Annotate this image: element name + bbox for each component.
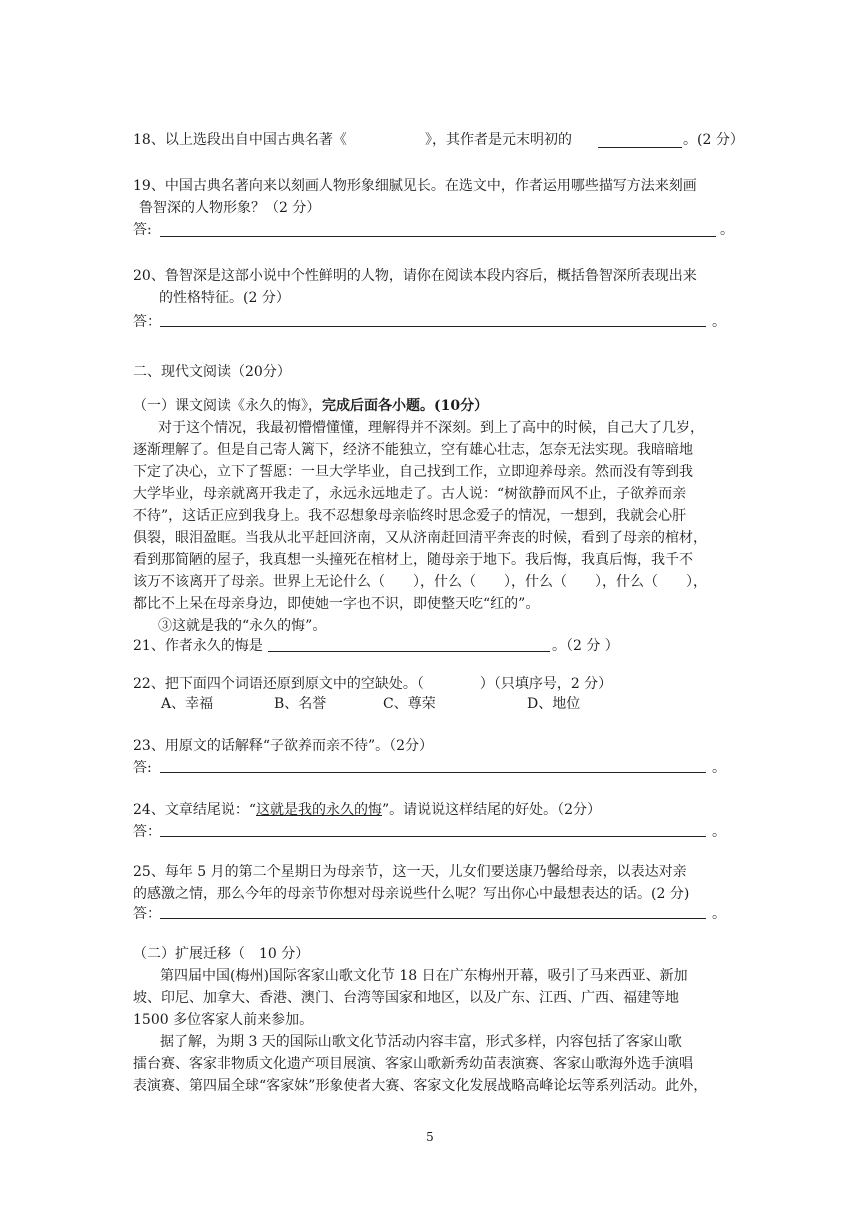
- part1-heading-bold: 完成后面各小题。(10分）: [322, 398, 489, 414]
- passage-line: 都比不上呆在母亲身边，即使她一字也不识，即使整天吃“红的”。: [133, 596, 540, 612]
- q19-line1: 19、中国古典名著向来以刻画人物形象细腻见长。在选文中，作者运用哪些描写方法来刻画: [133, 178, 697, 194]
- part2-para1-line: 1500 多位客家人前来参加。: [133, 1012, 314, 1028]
- q24-prefix: 24、文章结尾说：“: [133, 802, 256, 818]
- q20-end: 。: [712, 314, 726, 330]
- q24-suffix: ”。请说说这样结尾的好处。（2分）: [381, 802, 602, 818]
- q19-answer-line[interactable]: [160, 236, 716, 237]
- q18-author-blank[interactable]: [598, 147, 682, 148]
- passage-line: 看到那简陋的屋子，我真想一头撞死在棺材上，随母亲于地下。我后悔，我真后悔，我千不: [133, 552, 693, 568]
- part2-para2-line: 擂台赛、客家非物质文化遗产项目展演、客家山歌新秀幼苗表演赛、客家山歌海外选手演唱: [133, 1056, 693, 1072]
- passage-line: 下定了决心，立下了誓愿：一旦大学毕业，自己找到工作，立即迎养母亲。然而没有等到我: [133, 464, 693, 480]
- q18-part2: 》，其作者是元末明初的: [425, 132, 572, 148]
- q20-line1: 20、鲁智深是这部小说中个性鲜明的人物，请你在阅读本段内容后，概括鲁智深所表现出来: [133, 268, 697, 284]
- part2-para2-line: 表演赛、第四届全球“客家妹”形象使者大赛、客家文化发展战略高峰论坛等系列活动。此外，: [133, 1078, 708, 1094]
- q24-end: 。: [712, 824, 726, 840]
- q24-text: [133, 800, 601, 820]
- q25-line1: 25、每年 5 月的第二个星期日为母亲节，这一天，儿女们要送康乃馨给母亲，以表达对亲: [133, 864, 687, 880]
- q22-text: 22、把下面四个词语还原到原文中的空缺处。（ ）（只填序号，2 分）: [133, 676, 613, 692]
- passage-line: 对于这个情况，我最初懵懵懂懂，理解得并不深刻。到上了高中的时候，自己大了几岁，: [158, 420, 704, 436]
- q25-answer-line[interactable]: [160, 918, 706, 919]
- q24-quote: 这就是我的永久的悔: [255, 802, 382, 818]
- q23-text: 23、用原文的话解释“子欲养而亲不待”。（2分）: [133, 738, 434, 754]
- q24-answer-line[interactable]: [160, 836, 706, 837]
- q20-answer-line[interactable]: [160, 326, 706, 327]
- q22-option-d: D、地位: [527, 696, 581, 712]
- q22-option-b: B、名誉: [274, 696, 327, 712]
- q25-answer-label: 答：: [133, 906, 161, 922]
- section2-title: 二、现代文阅读（20分）: [133, 364, 291, 380]
- q21-tail: 。（2 分 ）: [552, 638, 619, 654]
- q18-tail: 。(2 分）: [683, 132, 744, 148]
- q18-part1: 18、以上选段出自中国古典名著《: [133, 132, 347, 148]
- q23-answer-label: 答:: [133, 760, 152, 776]
- part1-heading-text: （一）课文阅读《永久的悔》，: [133, 398, 322, 414]
- q24-answer-label: 答：: [133, 824, 161, 840]
- q25-end: 。: [712, 906, 726, 922]
- passage-line: 逐渐理解了。但是自己寄人篱下，经济不能独立，空有雄心壮志，怎奈无法实现。我暗暗地: [133, 442, 693, 458]
- page-number: 5: [426, 1130, 434, 1144]
- part2-heading: （二）扩展迁移（ 10 分）: [133, 946, 310, 962]
- part2-para1-line: 坡、印尼、加拿大、香港、澳门、台湾等国家和地区，以及广东、江西、广西、福建等地: [133, 990, 679, 1006]
- q21-text: 21、作者永久的悔是: [133, 638, 263, 654]
- q19-answer-label: 答:: [133, 222, 152, 238]
- q23-answer-line[interactable]: [160, 772, 706, 773]
- q19-end: 。: [720, 222, 734, 238]
- passage-line: 不待”，这话正应到我身上。我不忍想象母亲临终时思念爱子的情况，一想到，我就会心肝: [133, 508, 687, 524]
- q21-answer-line[interactable]: [268, 651, 550, 652]
- q23-end: 。: [712, 760, 726, 776]
- q20-line2: 的性格特征。(2 分）: [159, 290, 290, 306]
- q22-option-a: A、幸福: [161, 696, 214, 712]
- part2-para2-line: 据了解，为期 3 天的国际山歌文化节活动内容丰富，形式多样，内容包括了客家山歌: [160, 1034, 682, 1050]
- passage-closing: ③这就是我的“永久的悔”。: [158, 618, 327, 634]
- q22-option-c: C、尊荣: [383, 696, 436, 712]
- part1-heading: [133, 396, 488, 416]
- passage-line: 大学毕业，母亲就离开我走了，永远永远地走了。古人说：“树欲静而风不止，子欲养而亲: [133, 486, 687, 502]
- passage-line: 俱裂，眼泪盈眶。当我从北平赶回济南，又从济南赶回清平奔丧的时候，看到了母亲的棺材，: [133, 530, 707, 546]
- q19-line2: 鲁智深的人物形象？（2 分）: [139, 200, 321, 216]
- q20-answer-label: 答：: [133, 314, 161, 330]
- part2-para1-line: 第四届中国(梅州)国际客家山歌文化节 18 日在广东梅州开幕，吸引了马来西亚、新加: [160, 968, 688, 984]
- q25-line2: 的感激之情，那么今年的母亲节你想对母亲说些什么呢？写出你心中最想表达的话。(2 分): [133, 886, 690, 902]
- passage-line: 该万不该离开了母亲。世界上无论什么（ ），什么（ ），什么（ ），什么（ ），: [133, 574, 707, 590]
